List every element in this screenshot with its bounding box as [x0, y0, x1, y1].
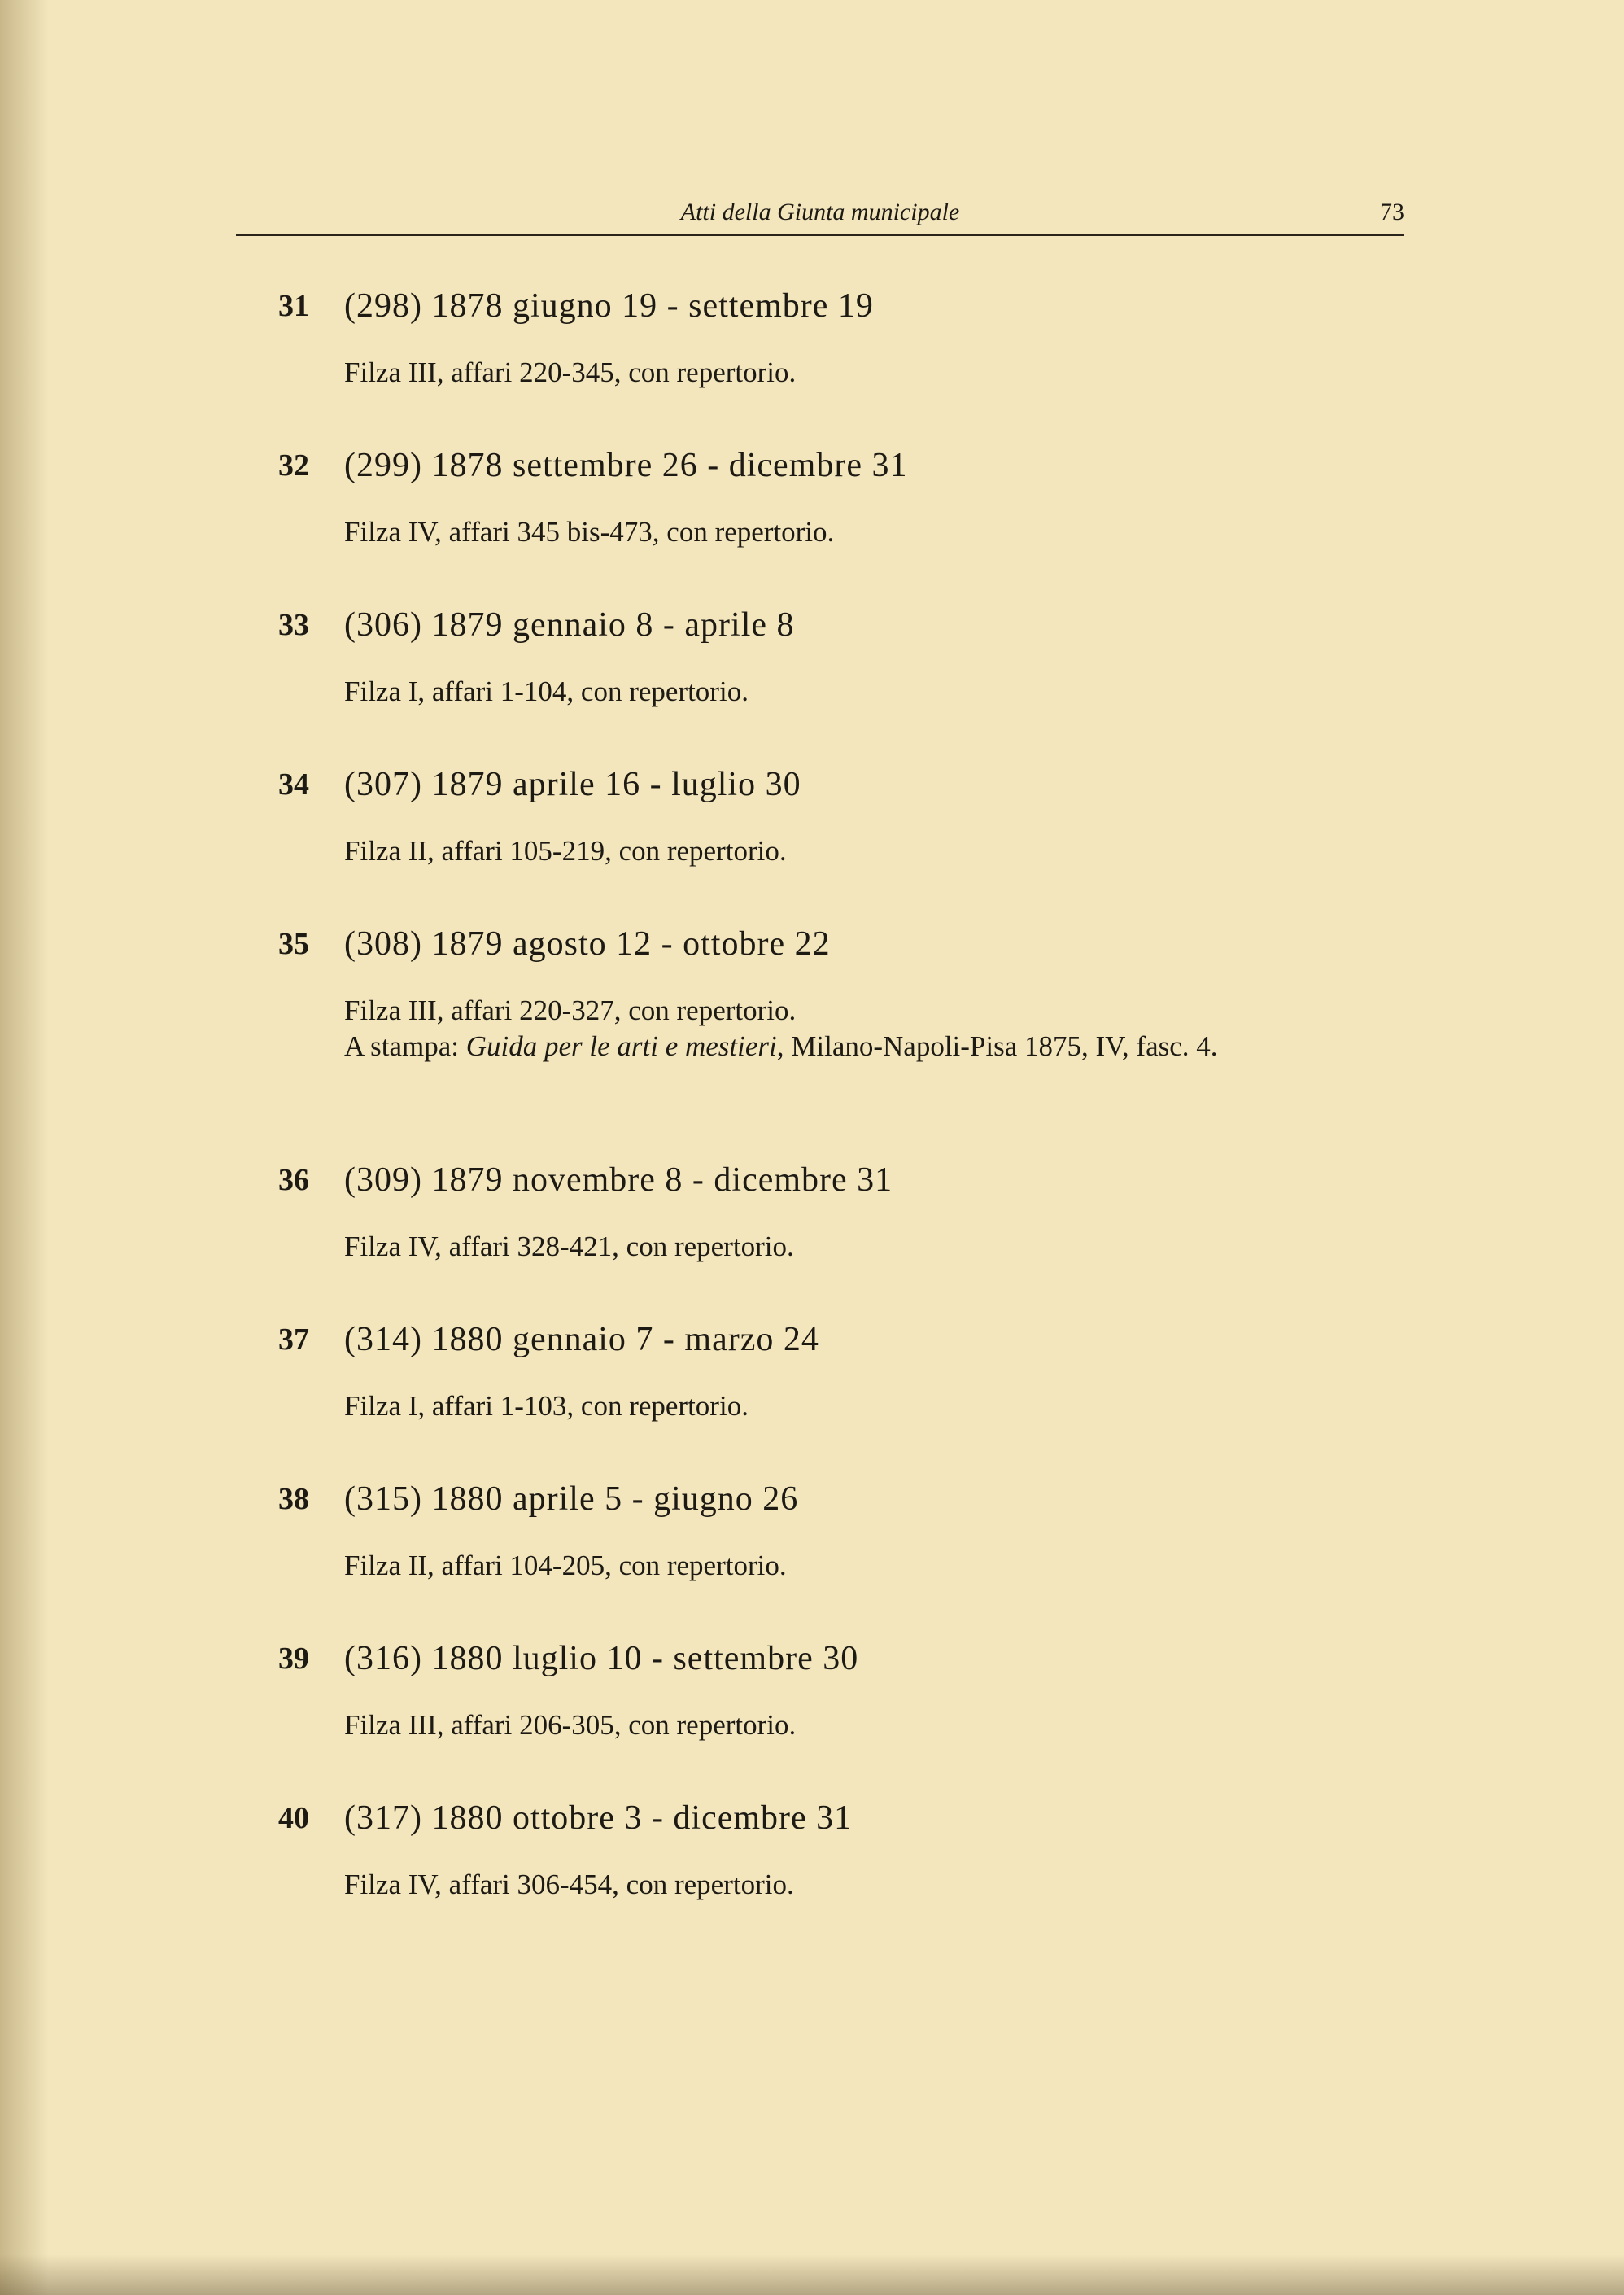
entry: [260, 605, 1404, 765]
entry: [260, 925, 1404, 1161]
entry-body: [344, 355, 1404, 391]
entry-description: Filza III, affari 220-327, con repertorio.: [344, 994, 797, 1026]
entry-number: 35: [278, 927, 309, 961]
entry-description: Filza I, affari 1-104, con repertorio.: [344, 675, 749, 707]
entry-number: 36: [278, 1163, 309, 1197]
entry: [260, 1799, 1404, 1958]
entry-body: [344, 1548, 1404, 1584]
entry: [260, 1161, 1404, 1320]
entry-body: [344, 514, 1404, 550]
entry-body: [344, 1229, 1404, 1265]
page-bottom-shadow: [0, 2254, 1624, 2295]
entry-heading: (315) 1880 aprile 5 - giugno 26: [344, 1480, 799, 1518]
entry-number: 37: [278, 1322, 309, 1357]
page-number: 73: [1380, 199, 1404, 225]
entry-body: [344, 1388, 1404, 1424]
entry-heading: (314) 1880 gennaio 7 - marzo 24: [344, 1321, 819, 1358]
entry-number: 40: [278, 1801, 309, 1835]
entry: [260, 446, 1404, 605]
entry-number: 39: [278, 1641, 309, 1676]
note-prefix: A stampa:: [344, 1030, 466, 1062]
entry-body: [344, 993, 1404, 1064]
entry: [260, 1320, 1404, 1480]
entry-description: Filza IV, affari 328-421, con repertorio.: [344, 1231, 794, 1262]
note-title: Guida per le arti e mestieri: [465, 1030, 777, 1062]
running-title: Atti della Giunta municipale: [680, 199, 960, 225]
print-reference-note: [344, 1029, 1404, 1064]
entry-description: Filza II, affari 105-219, con repertorio.: [344, 835, 787, 867]
entry-description: Filza IV, affari 306-454, con repertorio.: [344, 1869, 794, 1900]
entry: [260, 286, 1404, 446]
entry-heading: (307) 1879 aprile 16 - luglio 30: [344, 766, 801, 803]
entry-heading: (299) 1878 settembre 26 - dicembre 31: [344, 447, 908, 484]
entry-heading: (316) 1880 luglio 10 - settembre 30: [344, 1640, 859, 1677]
entry-body: [344, 674, 1404, 710]
entry-body: [344, 1707, 1404, 1743]
entry-heading: (317) 1880 ottobre 3 - dicembre 31: [344, 1799, 853, 1837]
page-gutter-shadow: [0, 0, 49, 2295]
entry: [260, 1480, 1404, 1639]
entry-number: 34: [278, 767, 309, 802]
entry-description: Filza III, affari 206-305, con repertorio.: [344, 1709, 797, 1741]
entry-body: [344, 1867, 1404, 1903]
entries-list: [260, 286, 1404, 1958]
entry-number: 31: [278, 289, 309, 323]
entry-description: Filza III, affari 220-345, con repertorio.: [344, 356, 797, 388]
entry-heading: (298) 1878 giugno 19 - settembre 19: [344, 287, 874, 325]
entry-number: 38: [278, 1482, 309, 1516]
entry-description: Filza I, affari 1-103, con repertorio.: [344, 1390, 749, 1422]
entry-heading: (309) 1879 novembre 8 - dicembre 31: [344, 1161, 893, 1199]
entry-body: [344, 833, 1404, 869]
page-header: [236, 192, 1404, 236]
entry-heading: (308) 1879 agosto 12 - ottobre 22: [344, 925, 831, 963]
entry-description: Filza II, affari 104-205, con repertorio.: [344, 1550, 787, 1581]
entry-heading: (306) 1879 gennaio 8 - aprile 8: [344, 606, 795, 644]
entry: [260, 765, 1404, 925]
note-suffix: , Milano-Napoli-Pisa 1875, IV, fasc. 4.: [776, 1030, 1218, 1062]
entry: [260, 1639, 1404, 1799]
entry-description: Filza IV, affari 345 bis-473, con repertorio.: [344, 516, 835, 548]
entry-number: 33: [278, 608, 309, 642]
entry-number: 32: [278, 448, 309, 483]
